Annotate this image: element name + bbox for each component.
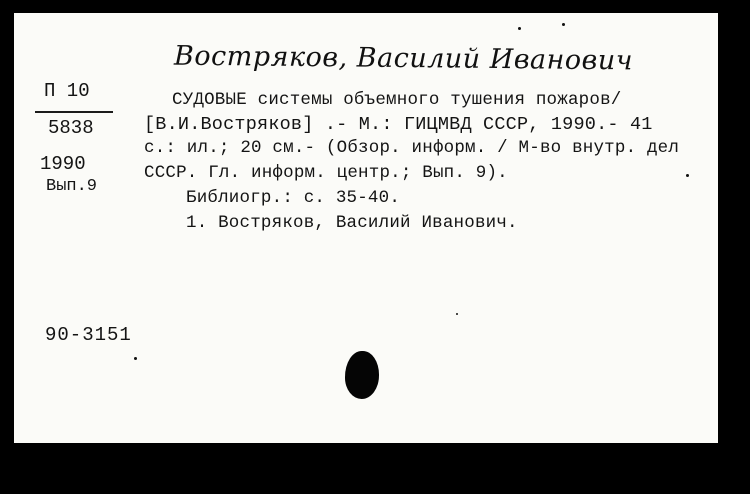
speck	[456, 313, 458, 315]
punched-hole	[345, 351, 379, 399]
call-number-shelf: 5838	[48, 117, 94, 139]
speck	[518, 27, 521, 30]
series-line: СССР. Гл. информ. центр.; Вып. 9).	[144, 163, 508, 183]
speck	[134, 357, 137, 360]
subject-entry-line: 1. Востряков, Василий Иванович.	[186, 213, 518, 233]
author-publisher-line: [В.И.Востряков] .- М.: ГИЦМВД СССР, 1990.- 41	[144, 114, 653, 135]
call-number-year: 1990	[40, 153, 86, 175]
physical-description-line: с.: ил.; 20 см.- (Обзор. информ. / М-во внутр. дел	[144, 138, 680, 158]
call-number-divider	[35, 111, 113, 113]
catalog-card	[14, 13, 718, 443]
bibliography-line: Библиогр.: с. 35-40.	[186, 188, 401, 208]
handwritten-author-name: Востряков, Василий Иванович	[173, 40, 634, 77]
inventory-number: 90-3151	[45, 324, 132, 346]
title-line: СУДОВЫЕ системы объемного тушения пожаров/	[172, 90, 622, 110]
call-number-issue: Вып.9	[46, 177, 98, 196]
call-number-class: П 10	[44, 80, 90, 102]
speck	[562, 23, 565, 26]
speck	[686, 174, 689, 177]
